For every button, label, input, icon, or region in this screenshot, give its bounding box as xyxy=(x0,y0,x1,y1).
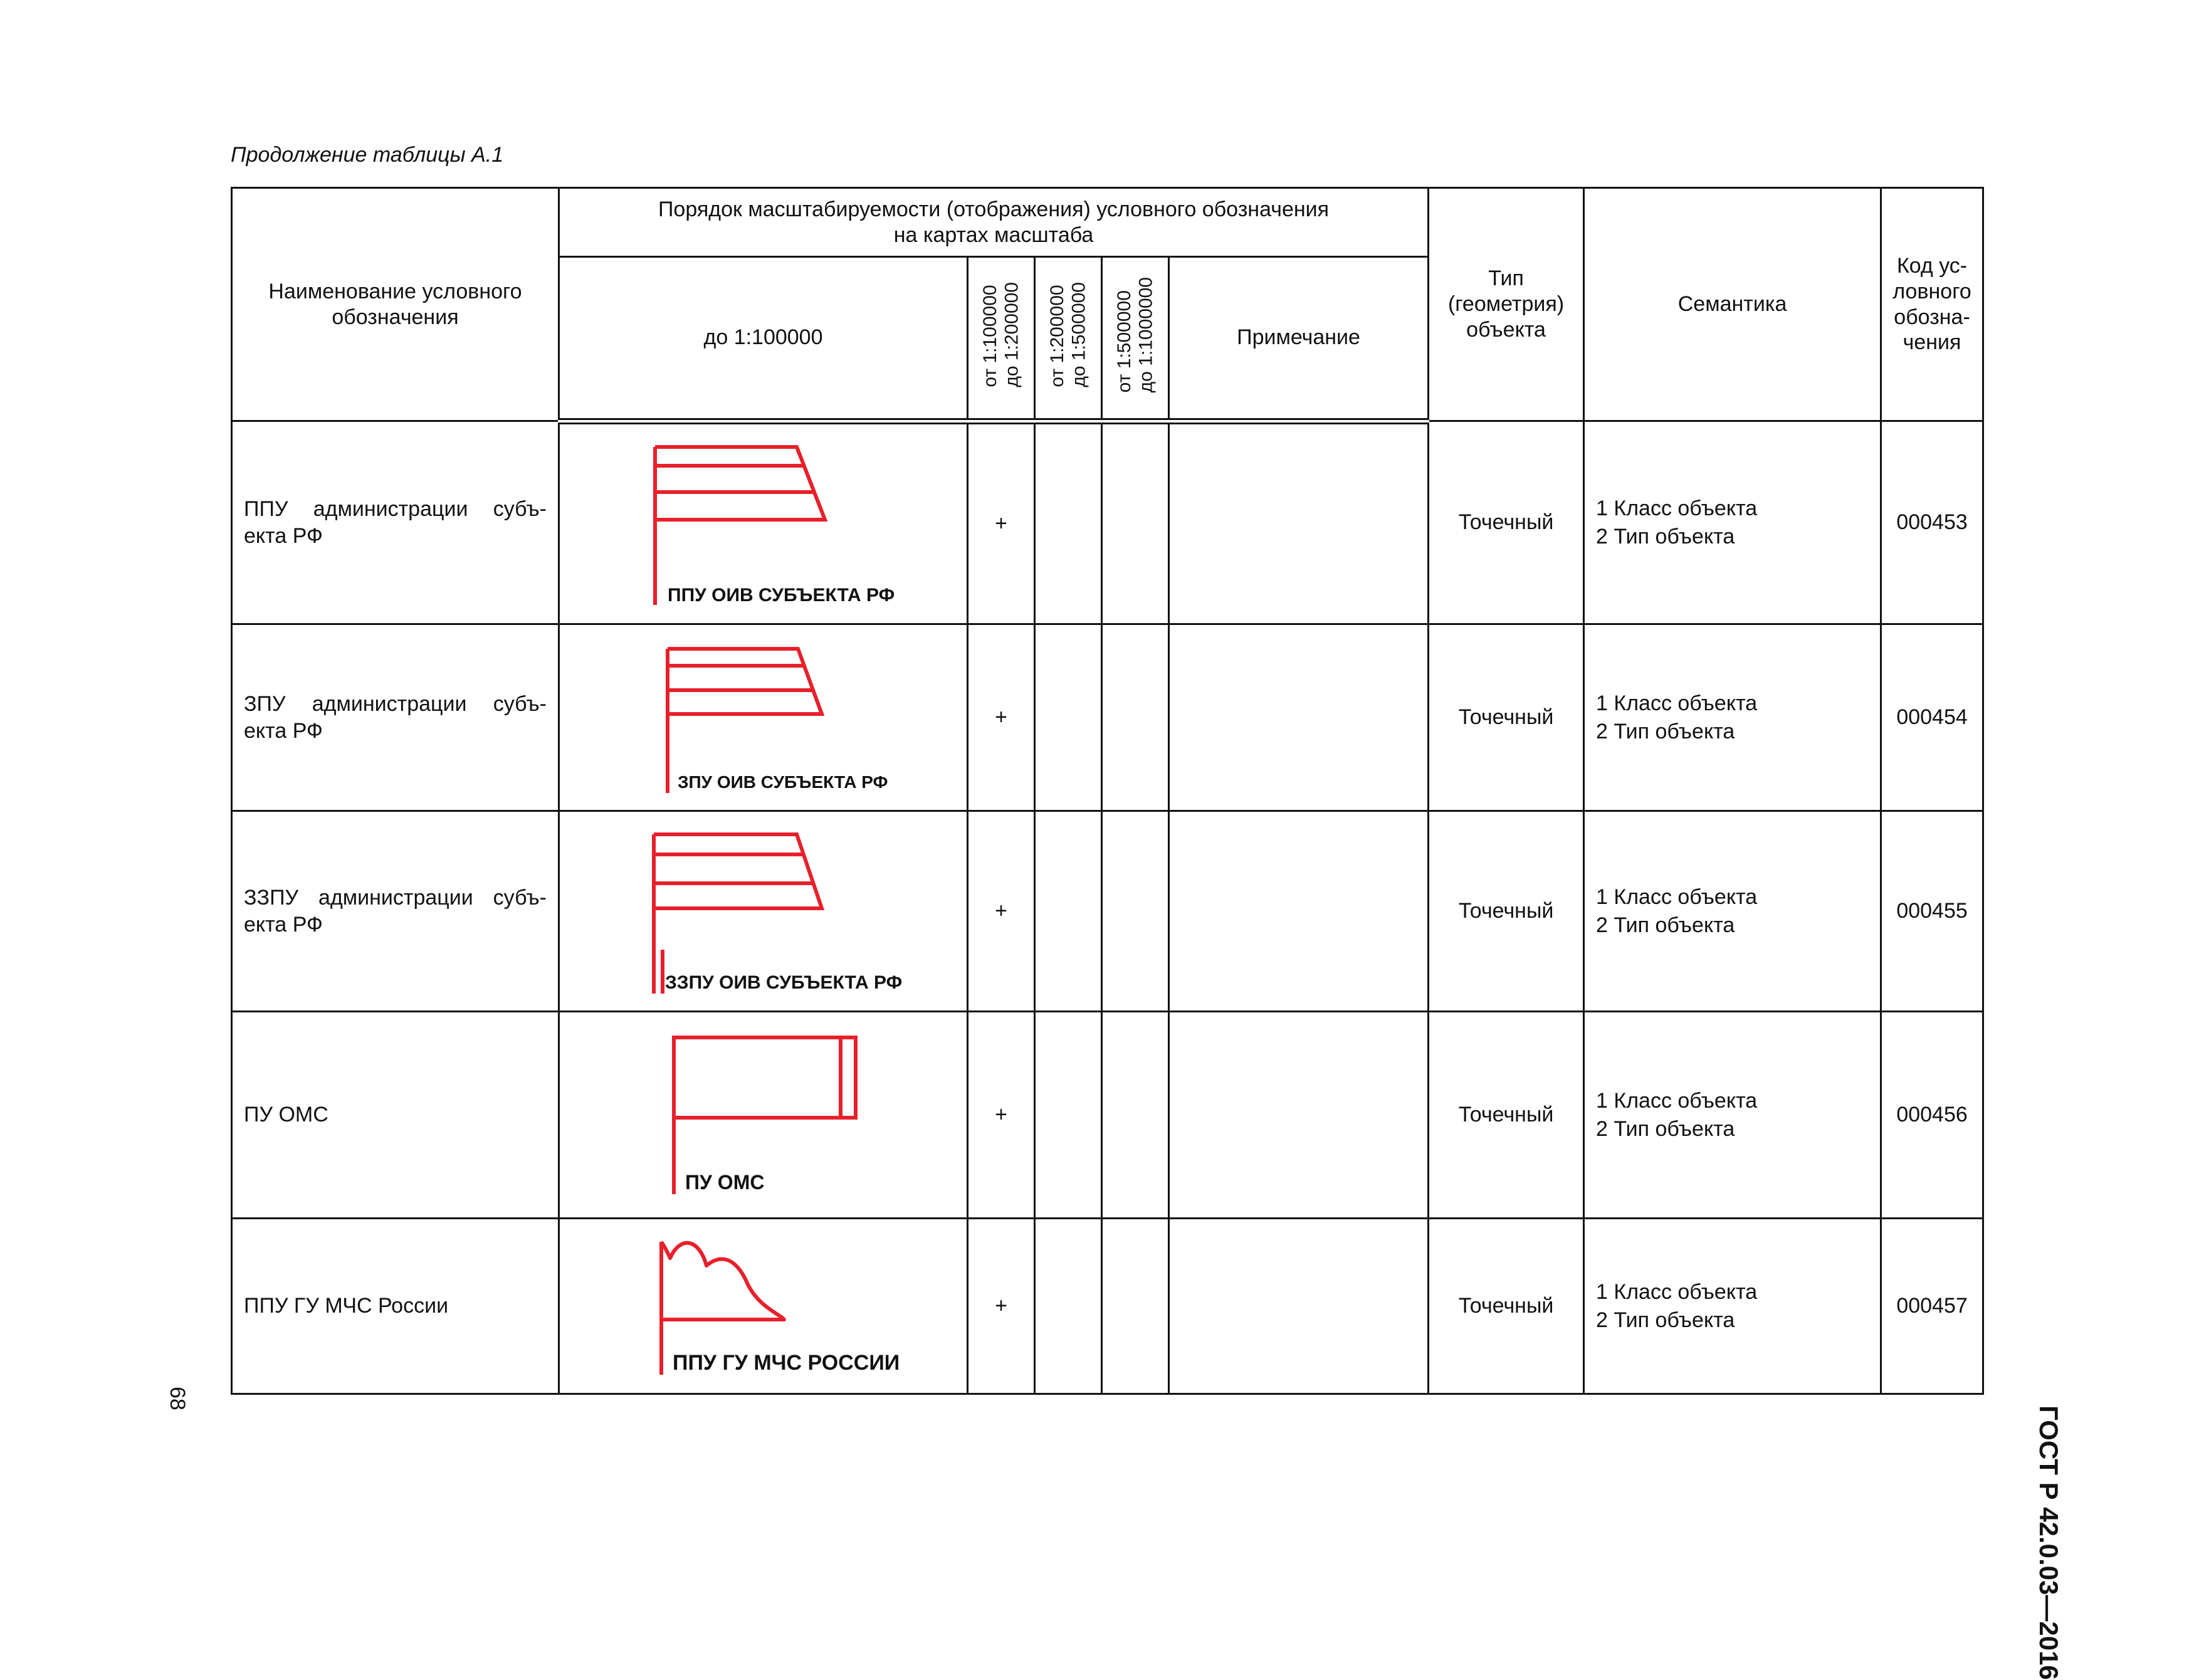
semantics-cell: 1 Класс объекта 2 Тип объекта xyxy=(1584,1012,1881,1219)
symbol-code: 000457 xyxy=(1881,1219,1983,1394)
symbol-cell xyxy=(559,421,968,624)
semantics-cell: 1 Класс объекта 2 Тип объекта xyxy=(1584,421,1881,624)
header-name: Наименование условного обозначения xyxy=(232,188,559,421)
flag-striped-icon xyxy=(560,625,968,811)
row-name: ЗПУ администрации субъ-екта РФ xyxy=(232,624,559,811)
flag-striped-icon xyxy=(560,812,968,1012)
svg-text:ППУ ОИВ СУБЪЕКТА РФ: ППУ ОИВ СУБЪЕКТА РФ xyxy=(668,584,895,606)
header-scale-200k: от 1:100000 до 1:200000 xyxy=(968,257,1035,421)
symbol-code: 000456 xyxy=(1881,1012,1983,1219)
table-row xyxy=(232,1012,1983,1219)
header-scale-1m: от 1:500000 до 1:1000000 xyxy=(1102,257,1169,421)
header-semantics: Семантика xyxy=(1584,188,1881,421)
svg-text:ПУ ОМС: ПУ ОМС xyxy=(685,1171,765,1194)
table-row xyxy=(232,811,1983,1012)
scale-100k-mark: + xyxy=(968,811,1035,1012)
table-caption: Продолжение таблицы А.1 xyxy=(231,143,504,167)
symbol-cell xyxy=(559,811,968,1012)
header-type: Тип (геометрия) объекта xyxy=(1429,188,1584,421)
scale-100k-mark: + xyxy=(968,1012,1035,1219)
note-cell xyxy=(1169,421,1429,624)
symbol-code: 000453 xyxy=(1881,421,1983,624)
flag-striped-icon xyxy=(560,424,968,624)
header-scale-100k: до 1:100000 xyxy=(559,257,968,421)
scale-100k-mark: + xyxy=(968,1219,1035,1394)
header-code: Код ус- ловного обозна- чения xyxy=(1881,188,1983,421)
flag-wavy-icon xyxy=(560,1219,968,1394)
object-type: Точечный xyxy=(1429,1219,1584,1394)
note-cell xyxy=(1169,1012,1429,1219)
row-name: ППУ ГУ МЧС России xyxy=(232,1219,559,1394)
note-cell xyxy=(1169,811,1429,1012)
svg-text:ЗПУ ОИВ СУБЪЕКТА РФ: ЗПУ ОИВ СУБЪЕКТА РФ xyxy=(678,772,888,792)
note-cell xyxy=(1169,1219,1429,1394)
symbol-cell xyxy=(559,1012,968,1219)
object-type: Точечный xyxy=(1429,811,1584,1012)
flag-rectangle-icon xyxy=(560,1012,968,1219)
semantics-cell: 1 Класс объекта 2 Тип объекта xyxy=(1584,1219,1881,1394)
document-code: ГОСТ Р 42.0.03—2016 xyxy=(2034,1405,2064,1680)
symbol-code: 000454 xyxy=(1881,624,1983,811)
symbol-cell xyxy=(559,624,968,811)
row-name: ЗЗПУ администрации субъ-екта РФ xyxy=(232,811,559,1012)
note-cell xyxy=(1169,624,1429,811)
table-row xyxy=(232,624,1983,811)
table-row xyxy=(232,421,1983,624)
symbol-code: 000455 xyxy=(1881,811,1983,1012)
table-row xyxy=(232,1219,1983,1394)
page-number: 68 xyxy=(165,1387,189,1410)
symbols-table xyxy=(231,187,1984,1395)
scale-100k-mark: + xyxy=(968,421,1035,624)
object-type: Точечный xyxy=(1429,1012,1584,1219)
object-type: Точечный xyxy=(1429,624,1584,811)
header-note: Примечание xyxy=(1169,257,1429,421)
symbol-cell xyxy=(559,1219,968,1394)
svg-text:ППУ ГУ МЧС РОССИИ: ППУ ГУ МЧС РОССИИ xyxy=(673,1351,900,1375)
svg-text:ЗЗПУ ОИВ СУБЪЕКТА РФ: ЗЗПУ ОИВ СУБЪЕКТА РФ xyxy=(665,972,903,993)
scale-100k-mark: + xyxy=(968,624,1035,811)
header-scale-500k: от 1:200000 до 1:500000 xyxy=(1035,257,1102,421)
semantics-cell: 1 Класс объекта 2 Тип объекта xyxy=(1584,811,1881,1012)
header-scale-group: Порядок масштабируемости (отображения) условного обозначения на картах масштаба xyxy=(559,188,1429,257)
row-name: ПУ ОМС xyxy=(232,1012,559,1219)
row-name: ППУ администрации субъ-екта РФ xyxy=(232,421,559,624)
object-type: Точечный xyxy=(1429,421,1584,624)
semantics-cell: 1 Класс объекта 2 Тип объекта xyxy=(1584,624,1881,811)
